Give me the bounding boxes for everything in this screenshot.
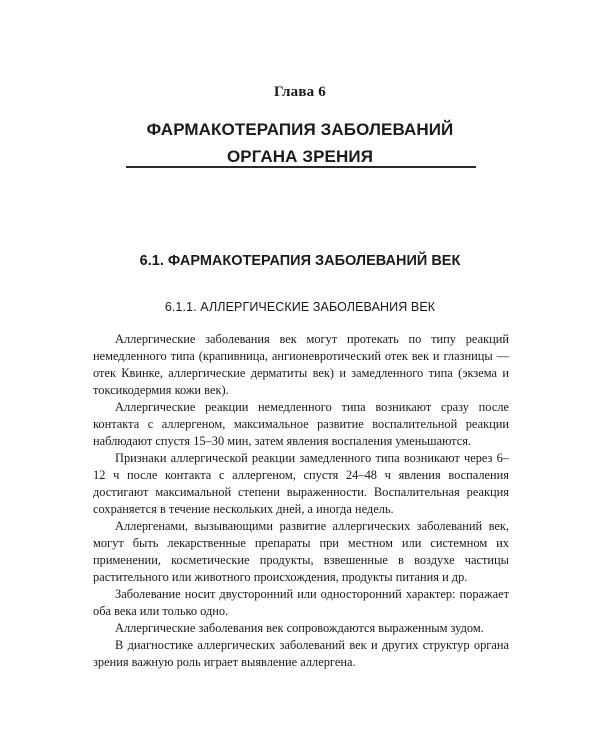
chapter-label: Глава 6 xyxy=(273,84,327,100)
chapter-divider xyxy=(126,166,476,168)
chapter-title-line-1: ФАРМАКОТЕРАПИЯ ЗАБОЛЕВАНИЙ xyxy=(146,120,454,139)
body-text xyxy=(93,331,509,671)
chapter-title xyxy=(0,116,600,170)
paragraph-itching: Аллергические заболевания век сопровождаются выраженным зудом. xyxy=(115,621,484,635)
chapter-title-line-2: ОРГАНА ЗРЕНИЯ xyxy=(226,147,374,166)
paragraph-immediate-reactions: Аллергические реакции немедленного типа возникают сразу после контакта с аллергеном, максимальное развитие воспалительной реакции наблюдают спустя 15–30 мин, затем явления воспаления уменьшаются. xyxy=(93,400,509,448)
paragraph-immediate-delayed-types: Аллергические заболевания век могут протекать по типу реакций немедленного типа (крапивница, ангионевротический отек век и глазницы — отек Квинке, аллергические дерматиты век) и замедленного типа (экзема и токсикодермия кожи век). xyxy=(93,332,509,397)
paragraph-allergens: Аллергенами, вызывающими развитие аллергических заболеваний век, могут быть лекарственные препараты при местном или системном их применении, косметические продукты, взвешенные в воздухе частицы растительного или животного происхождения, продукты питания и др. xyxy=(93,519,509,584)
subsection-title: 6.1.1. АЛЛЕРГИЧЕСКИЕ ЗАБОЛЕВАНИЯ ВЕК xyxy=(164,300,436,314)
section-title: 6.1. ФАРМАКОТЕРАПИЯ ЗАБОЛЕВАНИЙ ВЕК xyxy=(139,253,461,269)
paragraph-delayed-reactions: Признаки аллергической реакции замедленного типа возникают через 6–12 ч после контакта с аллергеном, спустя 24–48 ч явления воспаления достигают максимальной степени выраженности. Воспалительная реакция сохраняется в течение нескольких дней, а иногда недель. xyxy=(93,451,509,516)
paragraph-diagnostics: В диагностике аллергических заболеваний век и других структур органа зрения важную роль играет выявление аллергена. xyxy=(93,638,509,669)
paragraph-laterality: Заболевание носит двусторонний или односторонний характер: поражает оба века или только одно. xyxy=(93,587,509,618)
